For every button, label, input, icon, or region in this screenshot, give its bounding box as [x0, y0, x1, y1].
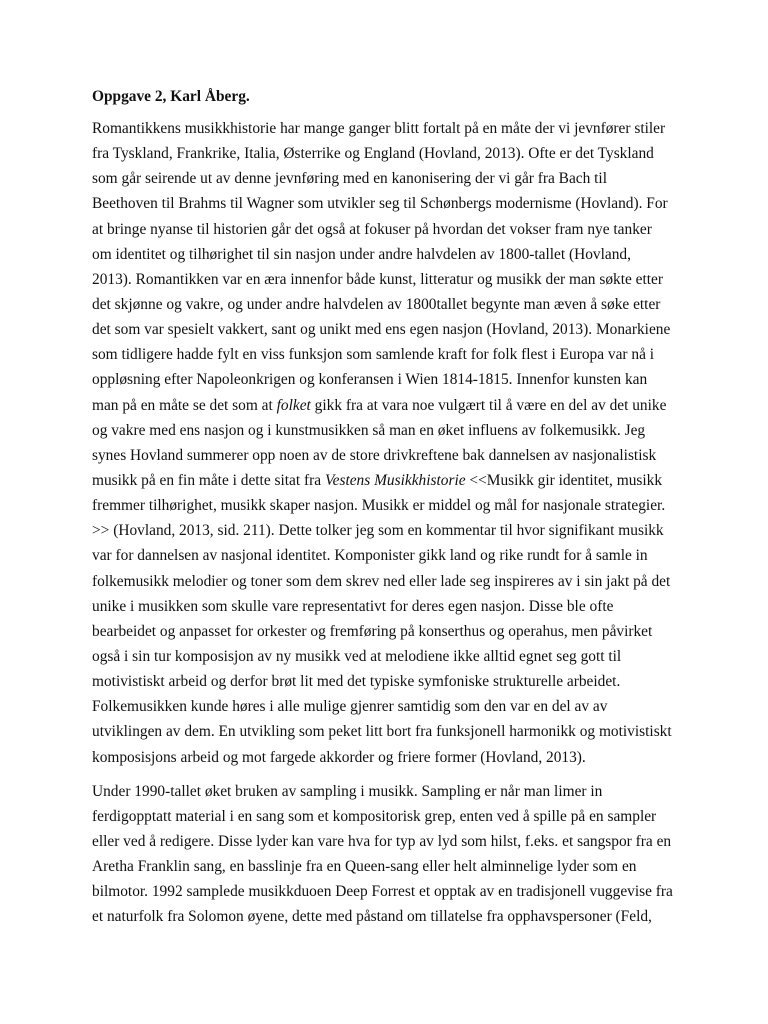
- text-segment: <<Musikk gir identitet, musikk: [465, 471, 663, 489]
- text-segment: folkemusikk melodier og toner som dem skrev ned eller lade seg inspireres av i sin jakt på det: [92, 572, 671, 590]
- text-line: [92, 267, 676, 292]
- text-line: [92, 829, 676, 854]
- text-segment: om identitet og tilhørighet til sin nasjon under andre halvdelen av 1800-tallet (Hovland,: [92, 245, 631, 263]
- text-segment: Under 1990-tallet øket bruken av sampling i musikk. Sampling er når man limer in: [92, 782, 603, 800]
- text-segment: det skjønne og vakre, og under andre halvdelen av 1800tallet begynte man æven å søke etter: [92, 295, 661, 313]
- text-segment: komposisjons arbeid og mot fargede akkorder og friere former (Hovland, 2013).: [92, 748, 586, 766]
- text-line: [92, 342, 676, 367]
- text-line: [92, 644, 676, 669]
- text-segment: 2013). Romantikken var en æra innenfor både kunst, litteratur og musikk der man søkte etter: [92, 270, 664, 288]
- text-segment: eller ved å redigere. Disse lyder kan vare hva for typ av lyd som hilst, f.eks. et sangspor fra en: [92, 832, 672, 850]
- text-line: [92, 719, 676, 744]
- text-line: [92, 393, 676, 418]
- text-line: [92, 166, 676, 191]
- text-segment: man på en måte se det som at: [92, 396, 277, 414]
- text-line: [92, 317, 676, 342]
- text-line: [92, 543, 676, 568]
- text-line: [92, 745, 676, 770]
- text-segment: som tidligere hadde fylt en viss funksjon som samlende kraft for folk flest i Europa var nå i: [92, 346, 655, 364]
- paragraph: [92, 779, 676, 930]
- text-line: [92, 443, 676, 468]
- italic-text: Vestens Musikkhistorie: [324, 471, 466, 489]
- text-segment: musikk på en fin måte i dette sitat fra: [92, 471, 325, 489]
- text-line: [92, 191, 676, 216]
- text-line: [92, 879, 676, 904]
- text-line: [92, 804, 676, 829]
- text-segment: fremmer tilhørighet, musikk skaper nasjon. Musikk er middel og mål for nasjonale strategier.: [92, 497, 666, 515]
- text-segment: det som var spesielt vakkert, sant og unikt med ens egen nasjon (Hovland, 2013). Monarkiene: [92, 321, 671, 339]
- text-segment: motivistiskt arbeid og derfor brøt lit med det typiske symfoniske strukturelle arbeidet.: [92, 673, 621, 691]
- paragraph: [92, 116, 676, 770]
- text-segment: ferdigopptatt material i en sang som et kompositorisk grep, enten ved å spille på en sampler: [92, 807, 657, 825]
- text-segment: fra Tyskland, Frankrike, Italia, Østerrike og England (Hovland, 2013). Ofte er det Tyskland: [92, 145, 654, 163]
- text-line: [92, 292, 676, 317]
- text-segment: et naturfolk fra Solomon øyene, dette med påstand om tillatelse fra opphavspersoner (Feld,: [92, 908, 652, 926]
- text-line: [92, 904, 676, 929]
- text-line: [92, 518, 676, 543]
- text-line: [92, 619, 676, 644]
- text-line: [92, 242, 676, 267]
- text-segment: >> (Hovland, 2013, sid. 211). Dette tolker jeg som en kommentar til hvor signifikant musikk: [92, 522, 664, 540]
- italic-text: folket: [276, 396, 311, 414]
- text-line: [92, 854, 676, 879]
- text-segment: Romantikkens musikkhistorie har mange ganger blitt fortalt på en måte der vi jevnfører stiler: [92, 120, 666, 137]
- text-segment: unike i musikken som skulle vare representativt for deres egen nasjon. Disse ble ofte: [92, 597, 614, 615]
- text-segment: bilmotor. 1992 samplede musikkduoen Deep Forrest et opptak av en tradisjonell vuggevise fra: [92, 883, 673, 901]
- text-segment: utviklingen av dem. En utvikling som peket litt bort fra funksjonell harmonikk og motivistiskt: [92, 723, 672, 741]
- text-line: [92, 493, 676, 518]
- paragraph-spacer: [92, 770, 676, 779]
- text-segment: også i sin tur komposisjon av ny musikk ved at melodiene ikke alltid egnet seg gott til: [92, 647, 622, 665]
- text-segment: Beethoven til Brahms til Wagner som utvikler seg til Schønbergs modernisme (Hovland). For: [92, 195, 668, 213]
- text-line: [92, 669, 676, 694]
- text-line: [92, 569, 676, 594]
- text-segment: Aretha Franklin sang, en basslinje fra en Queen-sang eller helt alminnelige lyder som en: [92, 858, 637, 876]
- text-line: [92, 694, 676, 719]
- text-segment: synes Hovland summerer opp noen av de store drivkreftene bak dannelsen av nasjonalistisk: [92, 446, 657, 464]
- text-line: [92, 418, 676, 443]
- text-segment: var for dannelsen av nasjonal identitet. Komponister gikk land og rike rundt for å samle in: [92, 547, 648, 565]
- text-line: [92, 594, 676, 619]
- text-segment: at bringe nyanse til historien går det også at fokuser på hvordan det vokser fram nye tanker: [92, 220, 652, 238]
- text-line: [92, 468, 676, 493]
- text-line: [92, 217, 676, 242]
- text-line: [92, 141, 676, 166]
- text-segment: bearbeidet og anpasset for orkester og fremføring på konserthus og operahus, men påvirket: [92, 622, 653, 640]
- text-segment: Folkemusikken kunde høres i alle mulige gjenrer samtidig som den var en del av av: [92, 698, 608, 716]
- text-line: [92, 367, 676, 392]
- text-line: [92, 116, 676, 141]
- text-segment: og vakre med ens nasjon og i kunstmusikken så man en øket influens av folkemusikk. Jeg: [92, 421, 646, 439]
- text-line: [92, 779, 676, 804]
- text-segment: som går seirende ut av denne jevnføring med en kanonisering der vi går fra Bach til: [92, 170, 607, 188]
- text-segment: oppløsning efter Napoleonkrigen og konferansen i Wien 1814-1815. Innenfor kunsten kan: [92, 371, 648, 389]
- document-body: [92, 116, 676, 930]
- document-title: Oppgave 2, Karl Åberg.: [92, 88, 250, 105]
- text-segment: gikk fra at vara noe vulgært til å være en del av det unike: [310, 396, 667, 414]
